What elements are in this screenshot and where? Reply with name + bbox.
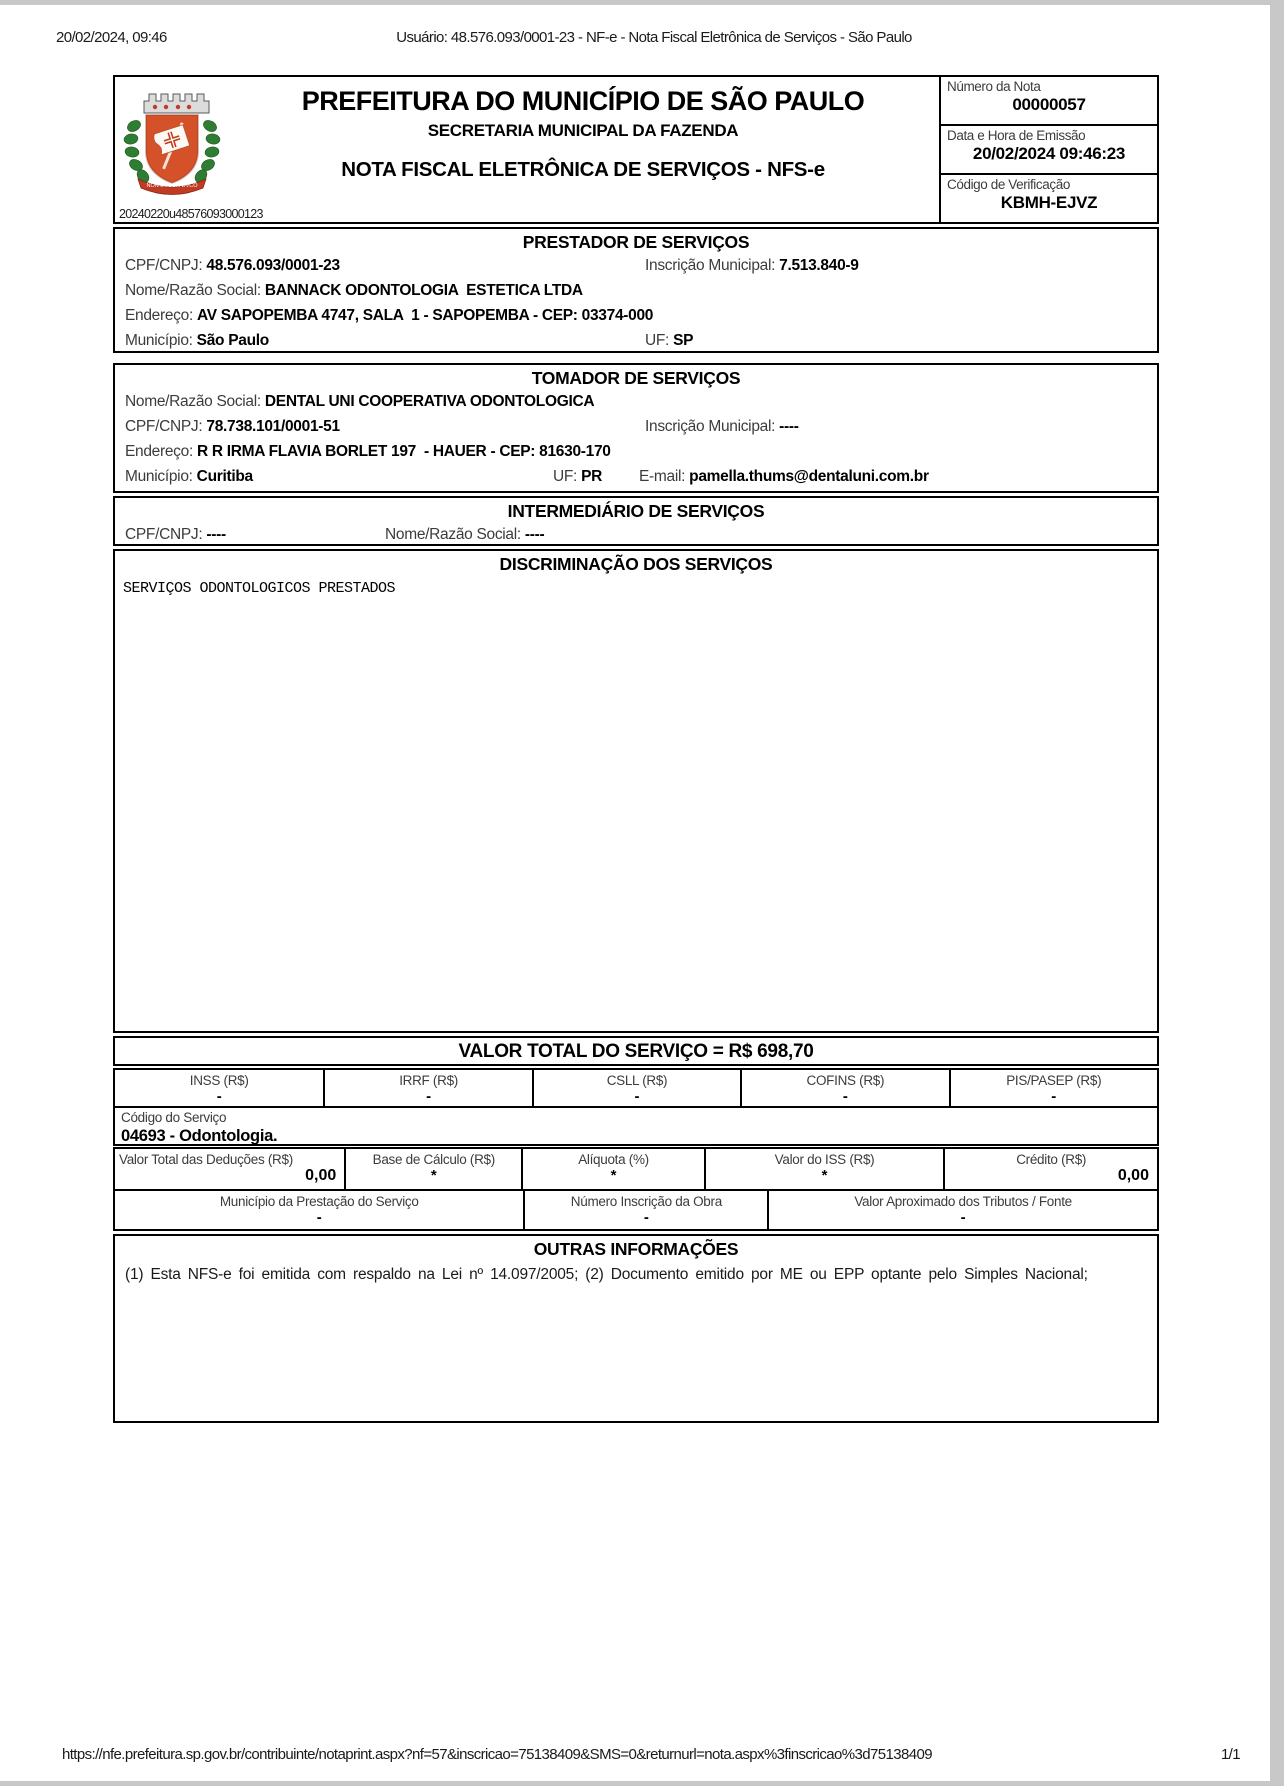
- tomador-im-value: ----: [779, 418, 799, 435]
- print-page-title: Usuário: 48.576.093/0001-23 - NF-e - Nota Fiscal Eletrônica de Serviços - São Paulo: [396, 29, 912, 46]
- tomador-endereco-label: Endereço:: [125, 443, 193, 460]
- tomador-nome-row: [115, 389, 1157, 414]
- secretary-title: SECRETARIA MUNICIPAL DA FAZENDA: [427, 121, 739, 140]
- discriminacao-section: [113, 549, 1159, 1033]
- local-table: [113, 1189, 1159, 1231]
- invoice-titles: [227, 77, 939, 182]
- document-page: [0, 5, 1270, 1781]
- prestador-cpf-label: CPF/CNPJ:: [125, 257, 203, 274]
- tomador-section: [113, 363, 1159, 493]
- prestador-cpf-value: 48.576.093/0001-23: [206, 257, 340, 274]
- tax-col-csll: [532, 1070, 740, 1106]
- base-calculo-value: *: [430, 1167, 437, 1184]
- verification-cell: [941, 173, 1157, 222]
- nota-number-cell: [941, 77, 1157, 124]
- city-title: PREFEITURA DO MUNICÍPIO DE SÃO PAULO: [301, 86, 865, 116]
- tax-header: CSLL (R$): [606, 1073, 668, 1088]
- tomador-email-value: pamella.thums@dentaluni.com.br: [689, 468, 929, 485]
- prestador-im-label: Inscrição Municipal:: [645, 257, 776, 274]
- tax-col-pispasep: [949, 1070, 1157, 1106]
- prestador-uf-value: SP: [673, 332, 694, 349]
- prestador-endereco-value: AV SAPOPEMBA 4747, SALA 1 - SAPOPEMBA - CEP: 03374-000: [196, 307, 654, 324]
- tax-col-inss: [115, 1070, 323, 1106]
- codigo-servico-value: 04693 - Odontologia.: [121, 1127, 278, 1145]
- prestador-uf-label: UF:: [645, 332, 670, 349]
- prestador-section: [113, 227, 1159, 353]
- deducoes-header: Valor Total das Deduções (R$): [119, 1152, 293, 1167]
- print-footer-page-number: 1/1: [1220, 1746, 1240, 1763]
- browser-print-footer: [62, 1746, 1240, 1763]
- tomador-nome-value: DENTAL UNI COOPERATIVA ODONTOLOGICA: [264, 393, 595, 410]
- municipio-prestacao-value: -: [316, 1209, 322, 1226]
- valor-iss-value: *: [821, 1167, 828, 1184]
- inscricao-obra-value: -: [643, 1209, 649, 1226]
- credito-header: Crédito (R$): [1016, 1152, 1087, 1167]
- prestador-nome-row: [115, 278, 1157, 303]
- prestador-municipio-value: São Paulo: [196, 332, 269, 349]
- prestador-cpf-row: [115, 253, 1157, 278]
- print-datetime: 20/02/2024, 09:46: [56, 29, 167, 46]
- tomador-endereco-value: R R IRMA FLAVIA BORLET 197 - HAUER - CEP: 81630-170: [196, 443, 611, 460]
- tomador-title: TOMADOR DE SERVIÇOS: [531, 368, 741, 388]
- aliquota-header: Alíquota (%): [578, 1152, 649, 1167]
- credito-value: 0,00: [1117, 1167, 1149, 1184]
- tomador-im-label: Inscrição Municipal:: [645, 418, 776, 435]
- emission-value: 20/02/2024 09:46:23: [972, 144, 1126, 163]
- tomador-endereco-row: [115, 439, 1157, 464]
- valor-tributos-header: Valor Aproximado dos Tributos / Fonte: [854, 1194, 1072, 1209]
- tax-header: COFINS (R$): [806, 1073, 885, 1088]
- outras-informacoes-title: OUTRAS INFORMAÇÕES: [533, 1239, 739, 1259]
- valor-tributos-value: -: [960, 1209, 966, 1226]
- intermediario-title: INTERMEDIÁRIO DE SERVIÇOS: [507, 501, 765, 521]
- tomador-cpf-value: 78.738.101/0001-51: [206, 418, 340, 435]
- inscricao-obra-header: Número Inscrição da Obra: [570, 1194, 722, 1209]
- emission-label: Data e Hora de Emissão: [947, 128, 1086, 143]
- control-number: 20240220u48576093000123: [119, 207, 263, 221]
- prestador-municipio-label: Município:: [125, 332, 193, 349]
- tomador-nome-label: Nome/Razão Social:: [125, 393, 261, 410]
- tomador-municipio-label: Município:: [125, 468, 193, 485]
- outras-informacoes-text: (1) Esta NFS-e foi emitida com respaldo na Lei nº 14.097/2005; (2) Documento emitido por ME ou EPP optante pelo Simples Nacional;: [125, 1266, 1088, 1283]
- codigo-servico-label: Código do Serviço: [121, 1110, 227, 1125]
- codigo-servico-section: [113, 1106, 1159, 1146]
- mural-crown: [144, 94, 209, 113]
- tax-value: -: [1051, 1088, 1057, 1105]
- col-inscricao-obra: [523, 1191, 767, 1229]
- nfse-invoice: [113, 75, 1159, 1426]
- prestador-title: PRESTADOR DE SERVIÇOS: [522, 232, 750, 252]
- intermediario-nome-value: ----: [524, 526, 545, 543]
- tomador-email-label: E-mail:: [639, 468, 686, 485]
- aliquota-value: *: [610, 1167, 617, 1184]
- prestador-municipio-row: [115, 328, 1157, 353]
- base-calculo-header: Base de Cálculo (R$): [372, 1152, 495, 1167]
- prestador-endereco-row: [115, 303, 1157, 328]
- col-municipio-prestacao: [115, 1191, 523, 1229]
- nota-number-label: Número da Nota: [947, 79, 1041, 94]
- col-credito: [943, 1149, 1157, 1189]
- valor-iss-header: Valor do ISS (R$): [774, 1152, 875, 1167]
- intermediario-nome-label: Nome/Razão Social:: [385, 526, 521, 543]
- tax-value: -: [426, 1088, 432, 1105]
- discriminacao-content: SERVIÇOS ODONTOLOGICOS PRESTADOS: [123, 580, 396, 597]
- valor-total-bar: VALOR TOTAL DO SERVIÇO = R$ 698,70: [113, 1036, 1159, 1066]
- tax-header: PIS/PASEP (R$): [1006, 1073, 1102, 1088]
- prestador-nome-value: BANNACK ODONTOLOGIA ESTETICA LTDA: [264, 282, 583, 299]
- col-valor-iss: [704, 1149, 944, 1189]
- intermediario-section: [113, 496, 1159, 546]
- tax-value: -: [216, 1088, 222, 1105]
- tax-header: INSS (R$): [189, 1073, 249, 1088]
- col-valor-tributos: [767, 1191, 1157, 1229]
- tax-value: -: [842, 1088, 848, 1105]
- col-aliquota: [521, 1149, 703, 1189]
- emission-cell: [941, 124, 1157, 173]
- municipio-prestacao-header: Município da Prestação do Serviço: [219, 1194, 419, 1209]
- col-base-calculo: [344, 1149, 521, 1189]
- tax-header: IRRF (R$): [399, 1073, 458, 1088]
- intermediario-cpf-value: ----: [206, 526, 226, 543]
- tomador-municipio-row: [115, 464, 1157, 489]
- col-deducoes: [115, 1149, 344, 1189]
- nota-number-value: 00000057: [1012, 95, 1086, 114]
- verification-value: KBMH-EJVZ: [1000, 193, 1098, 212]
- print-footer-url: https://nfe.prefeitura.sp.gov.br/contribuinte/notaprint.aspx?nf=57&inscricao=75138409&SMS=0&returnurl=nota.aspx%3finscricao%3d75138409: [62, 1746, 932, 1763]
- deducoes-value: 0,00: [305, 1167, 337, 1184]
- sao-paulo-coat-of-arms-logo: [122, 81, 222, 201]
- prestador-endereco-label: Endereço:: [125, 307, 193, 324]
- deducoes-table: [113, 1147, 1159, 1191]
- tax-col-cofins: [740, 1070, 948, 1106]
- tomador-municipio-value: Curitiba: [196, 468, 253, 485]
- prestador-im-value: 7.513.840-9: [779, 257, 859, 274]
- outras-informacoes-section: [113, 1234, 1159, 1423]
- prestador-nome-label: Nome/Razão Social:: [125, 282, 261, 299]
- svg-text:NON DVCOR DVCO: NON DVCOR DVCO: [146, 183, 198, 189]
- tax-value: -: [634, 1088, 640, 1105]
- tomador-cpf-label: CPF/CNPJ:: [125, 418, 203, 435]
- tax-table: [113, 1068, 1159, 1108]
- tomador-cpf-row: [115, 414, 1157, 439]
- tomador-uf-value: PR: [581, 468, 603, 485]
- invoice-header-left: [115, 77, 939, 222]
- browser-print-header: [0, 29, 1270, 49]
- invoice-header: [113, 75, 1159, 224]
- intermediario-row: [115, 522, 1157, 547]
- document-title: NOTA FISCAL ELETRÔNICA DE SERVIÇOS - NFS-e: [341, 158, 825, 181]
- discriminacao-title: DISCRIMINAÇÃO DOS SERVIÇOS: [499, 554, 773, 574]
- tomador-uf-label: UF:: [553, 468, 578, 485]
- intermediario-cpf-label: CPF/CNPJ:: [125, 526, 203, 543]
- tax-col-irrf: [323, 1070, 531, 1106]
- invoice-header-right: [939, 77, 1157, 222]
- verification-label: Código de Verificação: [947, 177, 1070, 192]
